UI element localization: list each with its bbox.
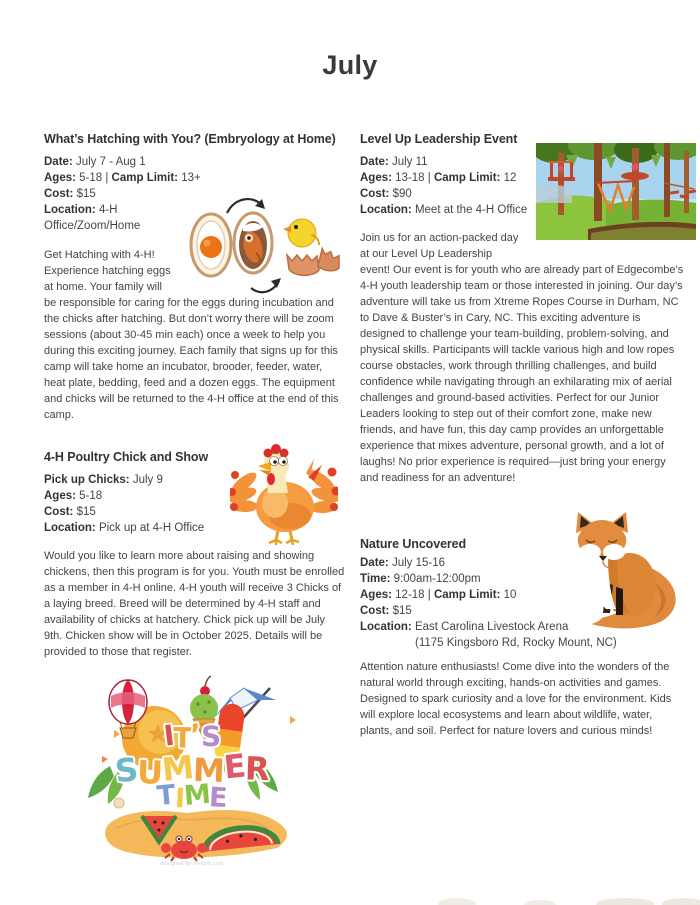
event-title: What’s Hatching with You? (Embryology at Home): [44, 132, 336, 146]
meta-ages: [44, 170, 345, 186]
meta-value: 13+: [178, 172, 201, 184]
event-body: event! Our event is for youth who are already part of Edgecombe’s 4-H youth leadership team or those interested in joining. Our day’s adventure will take us from Xtreme Ropes Course in Durham, NC to Dave & Buster’s in Cary, NC. This exciting adventure is designed to challenge your team-building, problem-solving, and physical skills. Participants will tackle various high and low ropes course obstacles, work through thrilling challenges, and build confidence while navigating through an exhilarating mix of aerial challenges and ground-based activities. Perfect for our Junior Leaders looking to step out of their comfort zone, make new friends, and have fun, this day camp provides an unforgettable experience that mixes adventure, personal growth, and a lot of laughs! No prior experience is required—just bring your energy and readiness for an adventure!: [360, 264, 684, 484]
page-edge-artifact: [596, 898, 654, 905]
meta-value: 12-18 |: [391, 589, 434, 601]
event-title: Nature Uncovered: [360, 537, 467, 551]
meta-value: 13-18 |: [391, 172, 434, 184]
meta-value: 9:00am-12:00pm: [390, 573, 481, 585]
meta-value: July 15-16: [388, 557, 446, 569]
chicken-illustration: [230, 443, 338, 547]
event-body: Attention nature enthusiasts! Come dive into the wonders of the natural world through exciting, hands-on activities and games. Designed to spark curiosity and a love for the environment. Kids will explore local ecosystems and learn about wildlife, water, plants, and soil. Perfect for nature lovers and curious minds!: [360, 661, 672, 737]
meta-label: Location:: [44, 204, 96, 216]
fox-svg: [550, 509, 692, 639]
event-title: 4-H Poultry Chick and Show: [44, 450, 209, 464]
meta-value: 4-H: [95, 204, 118, 216]
summer-word-its: IT’S: [161, 717, 221, 755]
meta-label: Location:: [44, 522, 96, 534]
meta-label: Ages:: [360, 589, 392, 601]
meta-value: $15: [389, 605, 412, 617]
meta-label: Cost:: [360, 605, 390, 617]
meta-value: Meet at the 4-H Office: [411, 204, 528, 216]
page-edge-artifact: [524, 900, 556, 905]
summer-word-summer: SUMMER: [113, 746, 270, 792]
event-body: Would you like to learn more about raising and showing chickens, then this program is for you. Youth must be enrolled as a member in 4-H online. 4-H youth will receive 3 Chicks of a laying breed. Breed will be determined by 4-H staff and availability of chicks at hatchery. Chick pick up will be July 9th. Chicken show will be in October 2025. Details will be provided to those that register.: [44, 550, 345, 658]
meta-value: 12: [500, 172, 517, 184]
chicken-svg: [230, 443, 338, 547]
meta-label: Cost:: [44, 188, 74, 200]
meta-value: July 9: [129, 474, 163, 486]
egg-hatching-illustration: [183, 193, 345, 299]
meta-label: Time:: [360, 573, 391, 585]
meta-date: [44, 154, 345, 170]
meta-value: 10: [500, 589, 517, 601]
event-title: Level Up Leadership Event: [360, 132, 518, 146]
meta-label: Pick up Chicks:: [44, 474, 130, 486]
page-edge-artifact: [662, 898, 700, 905]
meta-label: Ages:: [44, 172, 76, 184]
body-line: Get Hatching with 4-H!: [44, 249, 155, 261]
meta-value: July 11: [388, 156, 428, 168]
meta-value: $15: [73, 188, 96, 200]
meta-label: Location:: [360, 621, 412, 633]
page-title: July: [322, 50, 378, 80]
meta-value: $90: [389, 188, 412, 200]
summer-time-illustration: [62, 658, 322, 873]
egg-hatching-svg: [183, 193, 345, 299]
meta-label: Camp Limit:: [433, 172, 501, 184]
meta-value: $15: [73, 506, 96, 518]
meta-label: Date:: [360, 156, 389, 168]
body-line: Experience hatching eggs: [44, 265, 171, 277]
body-line: at home. Your family will: [44, 281, 162, 293]
meta-label: Camp Limit:: [111, 172, 178, 184]
ropes-course-svg: [536, 143, 696, 240]
meta-label: Cost:: [360, 188, 390, 200]
event-body: be responsible for caring for the eggs during incubation and the chicks after hatching. But don’t worry there will be zoom sessions (about 30-45 min each) once a week to help you during this exciting journey. Each family that signs up for this camp will take home an incubator, brooder, feeder, water, heat plate, bedding, feed and a dozen eggs. The equipment and chicks will be returned to the 4-H office at the end of this camp.: [44, 297, 339, 421]
meta-label: Date:: [44, 156, 73, 168]
meta-value: 5-18: [75, 490, 103, 502]
ropes-course-image: [536, 143, 696, 240]
meta-value: East Carolina Livestock Arena: [411, 621, 569, 633]
meta-label: Location:: [360, 204, 412, 216]
summer-word-time: TIME: [155, 778, 228, 815]
page-edge-artifact: [438, 898, 476, 905]
body-line: Join us for an action-packed day: [360, 232, 519, 244]
meta-location-line2: Office/Zoom/Home: [44, 220, 141, 232]
body-line: at our Level Up Leadership: [360, 248, 493, 260]
meta-value: Pick up at 4-H Office: [95, 522, 205, 534]
meta-label: Date:: [360, 557, 389, 569]
meta-value: 5-18 |: [75, 172, 112, 184]
designer-watermark: designed by freepik.com: [160, 861, 224, 867]
meta-value: July 7 - Aug 1: [72, 156, 146, 168]
meta-label: Ages:: [44, 490, 76, 502]
fox-illustration: [550, 509, 692, 639]
meta-label: Cost:: [44, 506, 74, 518]
meta-label: Camp Limit:: [433, 589, 501, 601]
meta-location-line2: (1175 Kingsboro Rd, Rocky Mount, NC): [415, 637, 617, 649]
meta-label: Ages:: [360, 172, 392, 184]
